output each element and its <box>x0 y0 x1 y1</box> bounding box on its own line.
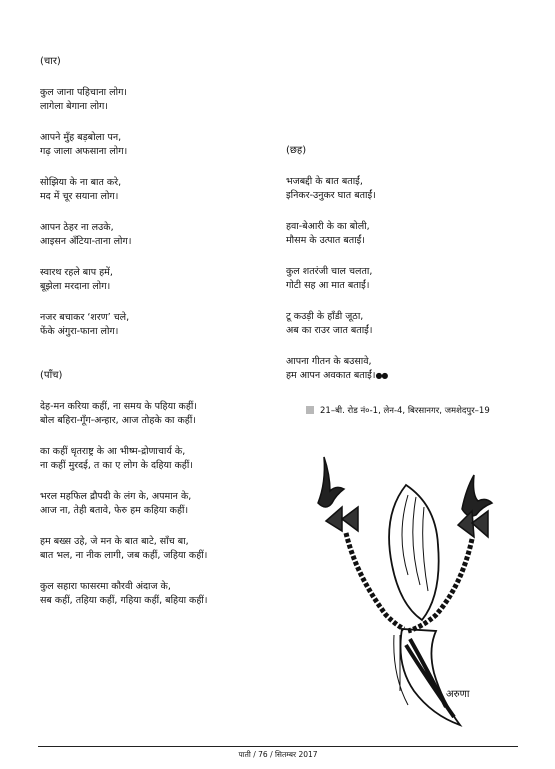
stanza <box>40 580 290 608</box>
verse-line: स्वारथ रहले बाप हमें, <box>40 267 113 278</box>
stanza <box>40 445 290 473</box>
verse-line: नजर बचाकर ‘शरण’ चले, <box>40 312 130 323</box>
verse-line: अब का राउर जात बताईं। <box>286 325 373 336</box>
illustrator-signature: अरुणा <box>446 689 470 700</box>
left-bird-icon <box>318 457 344 507</box>
illustration-figure <box>296 445 516 735</box>
stanzas-four <box>40 86 290 339</box>
stanza <box>286 310 536 338</box>
footer-rule <box>38 746 518 747</box>
verse-line: सब कहीं, तहिया कहीं, गहिया कहीं, बहिया कहीं। <box>40 595 208 606</box>
square-bullet-icon <box>306 406 314 414</box>
page-footer: पाती / 76 / सितम्बर 2017 <box>238 750 318 759</box>
verse-line: सोझिया के ना बात करे, <box>40 177 122 188</box>
stanza <box>286 265 536 293</box>
stanza <box>40 131 290 159</box>
stanza <box>40 176 290 204</box>
author-address <box>306 405 490 416</box>
stanzas-six <box>286 175 536 383</box>
stanza <box>40 221 290 249</box>
right-bird-icon <box>462 475 492 516</box>
verse-line: आपन ठेहर ना लउके, <box>40 222 114 233</box>
verse-line: मद में चूर सयाना लोग। <box>40 191 119 202</box>
right-bow-icon <box>458 511 488 537</box>
end-mark-icon: ●● <box>375 371 388 380</box>
stanza <box>40 86 290 114</box>
verse-line: मौसम के उत्पात बताईं। <box>286 235 365 246</box>
verse-line: टू कउड़ी के हाँडी जूठा, <box>286 311 364 322</box>
verse-line: कुल शतरंजी चाल चलता, <box>286 266 373 277</box>
stanza <box>40 490 290 518</box>
stanza <box>286 175 536 203</box>
poem-right-column <box>286 144 536 383</box>
verse-line: आइसन अँटिया-ताना लोग। <box>40 236 132 247</box>
verse-line: फेंके अंगुरा-फाना लोग। <box>40 326 119 337</box>
stanza <box>40 266 290 294</box>
verse-line: आपने मुँह बड़बोला पन, <box>40 132 122 143</box>
heading-four: (चार) <box>40 56 61 67</box>
verse-line: आपना गीतन के बउसावे, <box>286 356 372 367</box>
verse-line: गोटी सह आ मात बताईं। <box>286 280 370 291</box>
verse-line: ना कहीं मुरदई, त का ए लोग के दहिया कहीं। <box>40 460 193 471</box>
verse-line: बोल बहिरा-गूँग-अन्हार, आज तोहके का कहीं। <box>40 415 196 426</box>
stanza <box>286 220 536 248</box>
verse-line: बात भल, ना नीक लागी, जब कहीं, जहिया कहीं। <box>40 550 208 561</box>
heading-six: (छह) <box>286 145 307 156</box>
verse-line: कुल जाना पहिचाना लोग। <box>40 87 128 98</box>
stanza <box>40 535 290 563</box>
heading-five: (पाँच) <box>40 370 63 381</box>
verse-line: का कहीं धृतराष्ट्र के आ भीष्म-द्रोणाचार्य के, <box>40 446 186 457</box>
verse-line: भरल महफिल द्रौपदी के लंग के, अपमान के, <box>40 491 192 502</box>
verse-line: भजबद्दी के बात बताईं, <box>286 176 363 187</box>
verse-line: बूझेला मरदाना लोग। <box>40 281 111 292</box>
poem-left-column <box>40 55 290 608</box>
verse-line: इनिकर-उनुकर घात बताईं। <box>286 190 376 201</box>
verse-line: हम बख्स उहे, जे मन के बात बाटे, साँच बा, <box>40 536 189 547</box>
stanza <box>40 400 290 428</box>
verse-line: गढ़ जाला अफसाना लोग। <box>40 146 128 157</box>
verse-line: हवा-बेआरी के का बोली, <box>286 221 370 232</box>
left-bow-icon <box>326 507 358 531</box>
verse-line: कुल सहारा फासरमा कौरवी अंदाज के, <box>40 581 171 592</box>
stanzas-five <box>40 400 290 608</box>
stanza <box>286 355 536 383</box>
verse-line: हम आपन अवकात बताईं। <box>286 370 376 381</box>
stanza <box>40 311 290 339</box>
verse-line: देह-मन करिया कहीं, ना समय के पहिया कहीं। <box>40 401 197 412</box>
address-text: 21–बी. रोड नं०-1, लेन-4, बिरसानगर, जमशेदपुर–19 <box>320 406 490 416</box>
verse-line: आज ना, तेही बतावे, फेरु हम कहिया कहीं। <box>40 505 189 516</box>
verse-line: लागेला बेगाना लोग। <box>40 101 109 112</box>
